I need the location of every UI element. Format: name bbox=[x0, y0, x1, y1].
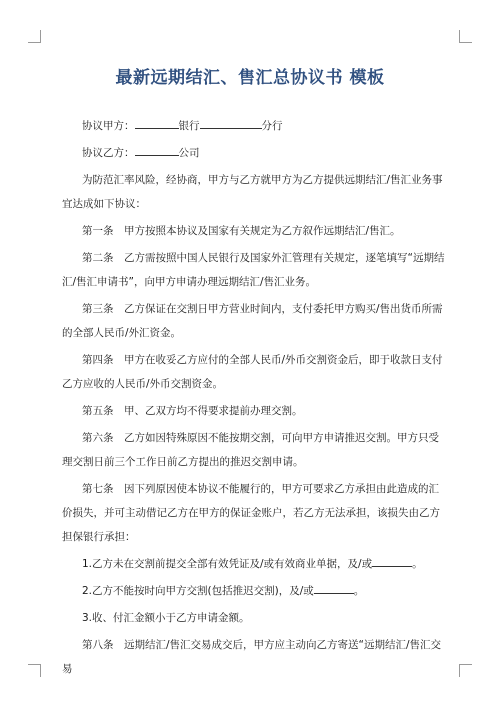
party-a-line bbox=[62, 114, 448, 138]
page-corner-mark bbox=[459, 664, 472, 677]
article-1: 第一条 甲方按照本协议及国家有关规定为乙方叙作远期结汇/售汇。 bbox=[82, 225, 401, 237]
page-corner-mark bbox=[28, 30, 41, 43]
condition-1-end: 。 bbox=[412, 558, 423, 570]
article-5: 第五条 甲、乙双方均不得要求提前办理交割。 bbox=[82, 405, 303, 417]
condition-2-text: 2.乙方不能按时向甲方交割(包括推迟交割)，及/或 bbox=[82, 585, 314, 597]
company-name-blank[interactable] bbox=[135, 143, 179, 156]
condition-1-blank[interactable] bbox=[372, 554, 412, 567]
article-7: 第七条 因下列原因使本协议不能履行的，甲方可要求乙方承担由此造成的汇价损失，并可主动借记乙方在甲方的保证金账户，若乙方无法承担，该损失由乙方担保银行承担： bbox=[62, 483, 440, 543]
article-4: 第四条 甲方在收妥乙方应付的全部人民币/外币交割资金后，即于收款日支付乙方应收的人民币/外币交割资金。 bbox=[62, 354, 443, 390]
condition-2-blank[interactable] bbox=[314, 581, 354, 594]
bank-name-blank[interactable] bbox=[135, 116, 179, 129]
page-corner-mark bbox=[28, 664, 41, 677]
condition-1 bbox=[62, 552, 448, 576]
party-b-label: 协议乙方： bbox=[82, 147, 135, 159]
article-8: 第八条 远期结汇/售汇交易成交后，甲方应主动向乙方寄送“远期结汇/售汇交易 bbox=[62, 639, 442, 675]
party-a-branch-suffix: 分行 bbox=[261, 120, 283, 132]
party-a-bank-suffix: 银行 bbox=[178, 120, 200, 132]
condition-3: 3.收、付汇金额小于乙方申请金额。 bbox=[82, 612, 250, 624]
party-b-line bbox=[62, 141, 448, 165]
document-title: 最新远期结汇、售汇总协议书 模板 bbox=[115, 68, 385, 88]
preamble-paragraph: 为防范汇率风险，经协商，甲方与乙方就甲方为乙方提供远期结汇/售汇业务事宜达成如下协议： bbox=[62, 174, 443, 210]
condition-2-end: 。 bbox=[353, 585, 365, 597]
article-6: 第六条 乙方如因特殊原因不能按期交割，可向甲方申请推迟交割。甲方只受理交割日前三个工作日前乙方提出的推迟交割申请。 bbox=[62, 432, 439, 468]
branch-name-blank[interactable] bbox=[200, 116, 262, 129]
condition-2 bbox=[62, 579, 448, 603]
condition-1-text: 1.乙方未在交割前提交全部有效凭证及/或有效商业单据，及/或 bbox=[82, 558, 373, 570]
document-body bbox=[62, 114, 448, 684]
party-a-label: 协议甲方： bbox=[82, 120, 135, 132]
page-corner-mark bbox=[459, 30, 472, 43]
article-2: 第二条 乙方需按照中国人民银行及国家外汇管理有关规定，逐笔填写“远期结汇/售汇申请书”，向甲方申请办理远期结汇/售汇业务。 bbox=[62, 252, 445, 288]
article-3: 第三条 乙方保证在交割日甲方营业时间内，支付委托甲方购买/售出货币所需的全部人民币/外汇资金。 bbox=[62, 303, 443, 339]
party-b-company-suffix: 公司 bbox=[178, 147, 200, 159]
